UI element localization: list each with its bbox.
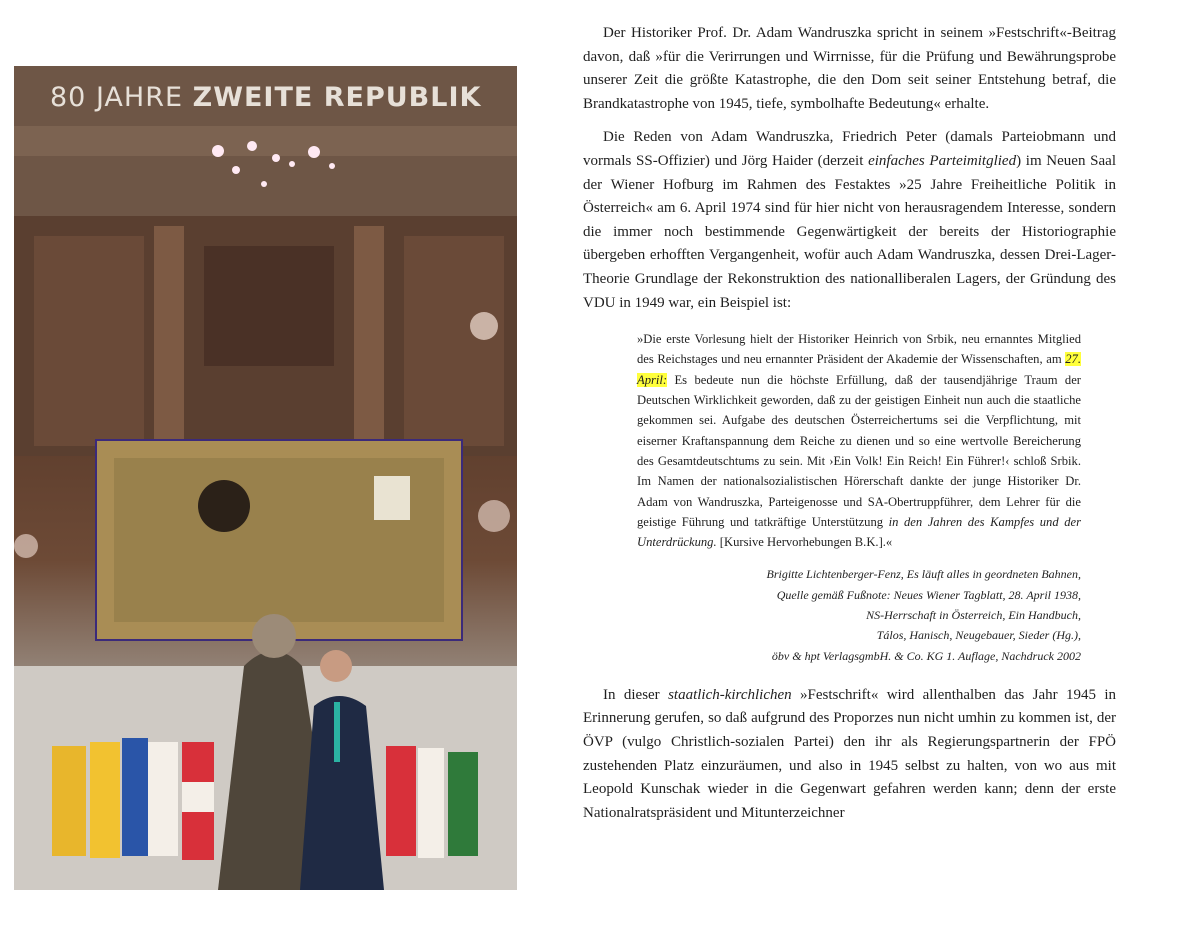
paragraph-2 [583,126,1116,315]
paragraph-2-start: Die Reden von Adam Wandruszka, Friedrich Peter (damals Parteiobmann und vormals SS-Offizier) und Jörg Haider (derzeit [583,129,1116,169]
paragraph-2-italic: einfaches Parteimitglied [868,152,1017,169]
quote-highlight: 27. April: [637,352,1081,387]
source-line-5: öbv & hpt VerlagsgmbH. & Co. KG 1. Auflage, Nachdruck 2002 [771,648,1081,663]
caption-light: 80 JAHRE [50,82,184,113]
quote-end: [Kursive Hervorhebungen B.K.].« [716,535,893,550]
source-line-2: Quelle gemäß Fußnote: Neues Wiener Tagblatt, 28. April 1938, [776,587,1081,602]
paragraph-2-end: ) im Neuen Saal der Wiener Hofburg im Rahmen des Festaktes »25 Jahre Freiheitliche Politik in Österreich« am 6. April 1974 sind für hier nicht von herausragendem Interesse, sondern die immer noch bestimmende Gegenwärtigkeit der bereits der Historiographie übergeben erhofften Vergangenheit, wofür auch Adam Wandruszka, dessen Drei-Lager-Theorie Grundlage der Rekonstruktion des nationalliberalen Lagers, der Gründung des VDU in 1949 war, ein Beispiel ist: [583,152,1116,311]
quote-source [637,564,1081,665]
quote-middle: Es bedeute nun die höchste Erfüllung, daß der tausendjährige Traum der Deutschen Wirklichkeit geworden, daß zu der geistigen Einheit nun auch die staatliche gekommen sei. Aufgabe des deutschen Österreichertums sei die Verpflichtung, mit eiserner Kraftanspannung dem Reiche zu dienen und so eine wertvolle Bereicherung des Gesamtdeutschtums zu sein. Mit ›Ein Volk! Ein Reich! Ein Führer!‹ schloß Srbik. Im Namen der nationalsozialistischen Hörerschaft dankte der junge Historiker Dr. Adam von Wandruszka, Parteigenosse und SA-Obertruppführer, dem Lehrer für die geistige Führung und tatkräftige Unterstützung [637,372,1081,529]
source-line-1: Brigitte Lichtenberger-Fenz, Es läuft alles in geordneten Bahnen, [766,567,1081,582]
text-column [583,22,1116,835]
source-line-3: NS-Herrschaft in Österreich, Ein Handbuch, [866,607,1081,622]
block-quote [637,329,1081,552]
collage-artwork [14,66,517,890]
quote-start: »Die erste Vorlesung hielt der Historiker Heinrich von Srbik, neu ernanntes Mitglied des Reichstages und neu ernannter Präsident der Akademie der Wissenschaften, am [637,332,1081,367]
paragraph-3-end: »Festschrift« wird allenthalben das Jahr 1945 in Erinnerung gerufen, so daß aufgrund des Proporzes nun nicht umhin zu kommen ist, der ÖVP (vulgo Christlich-sozialen Partei) den ihr als Regierungspartnerin der FPÖ zustehenden Platz einzuräumen, und also in 1945 selbst zu halten, von wo aus mit Leopold Kunschak wieder in die Gegenwart gefahren werden kann; denn der erste Nationalratspräsident und Mitunterzeichner [583,686,1117,821]
paragraph-3 [583,684,1116,826]
caption-bold: ZWEITE REPUBLIK [192,82,482,113]
paragraph-3-italic: staatlich-kirchlichen [668,686,792,703]
source-line-4: Tálos, Hanisch, Neugebauer, Sieder (Hg.), [876,628,1081,643]
paragraph-1: Der Historiker Prof. Dr. Adam Wandruszka spricht in seinem »Festschrift«-Beitrag davon, daß »für die Verirrungen und Wirrnisse, für die Prüfung und Bewährungsprobe unserer Zeit die größte Katastrophe, die den Dom seit seiner Entstehung betraf, die Brandkatastrophe von 1945, tiefe, symbolhafte Bedeutung« erhalte. [583,25,1116,112]
paragraph-3-start: In dieser [603,686,669,703]
quote-italic: in den Jahren des Kampfes und der Unterdrückung. [637,514,1081,550]
collage-image [14,66,517,890]
image-caption [50,82,481,113]
